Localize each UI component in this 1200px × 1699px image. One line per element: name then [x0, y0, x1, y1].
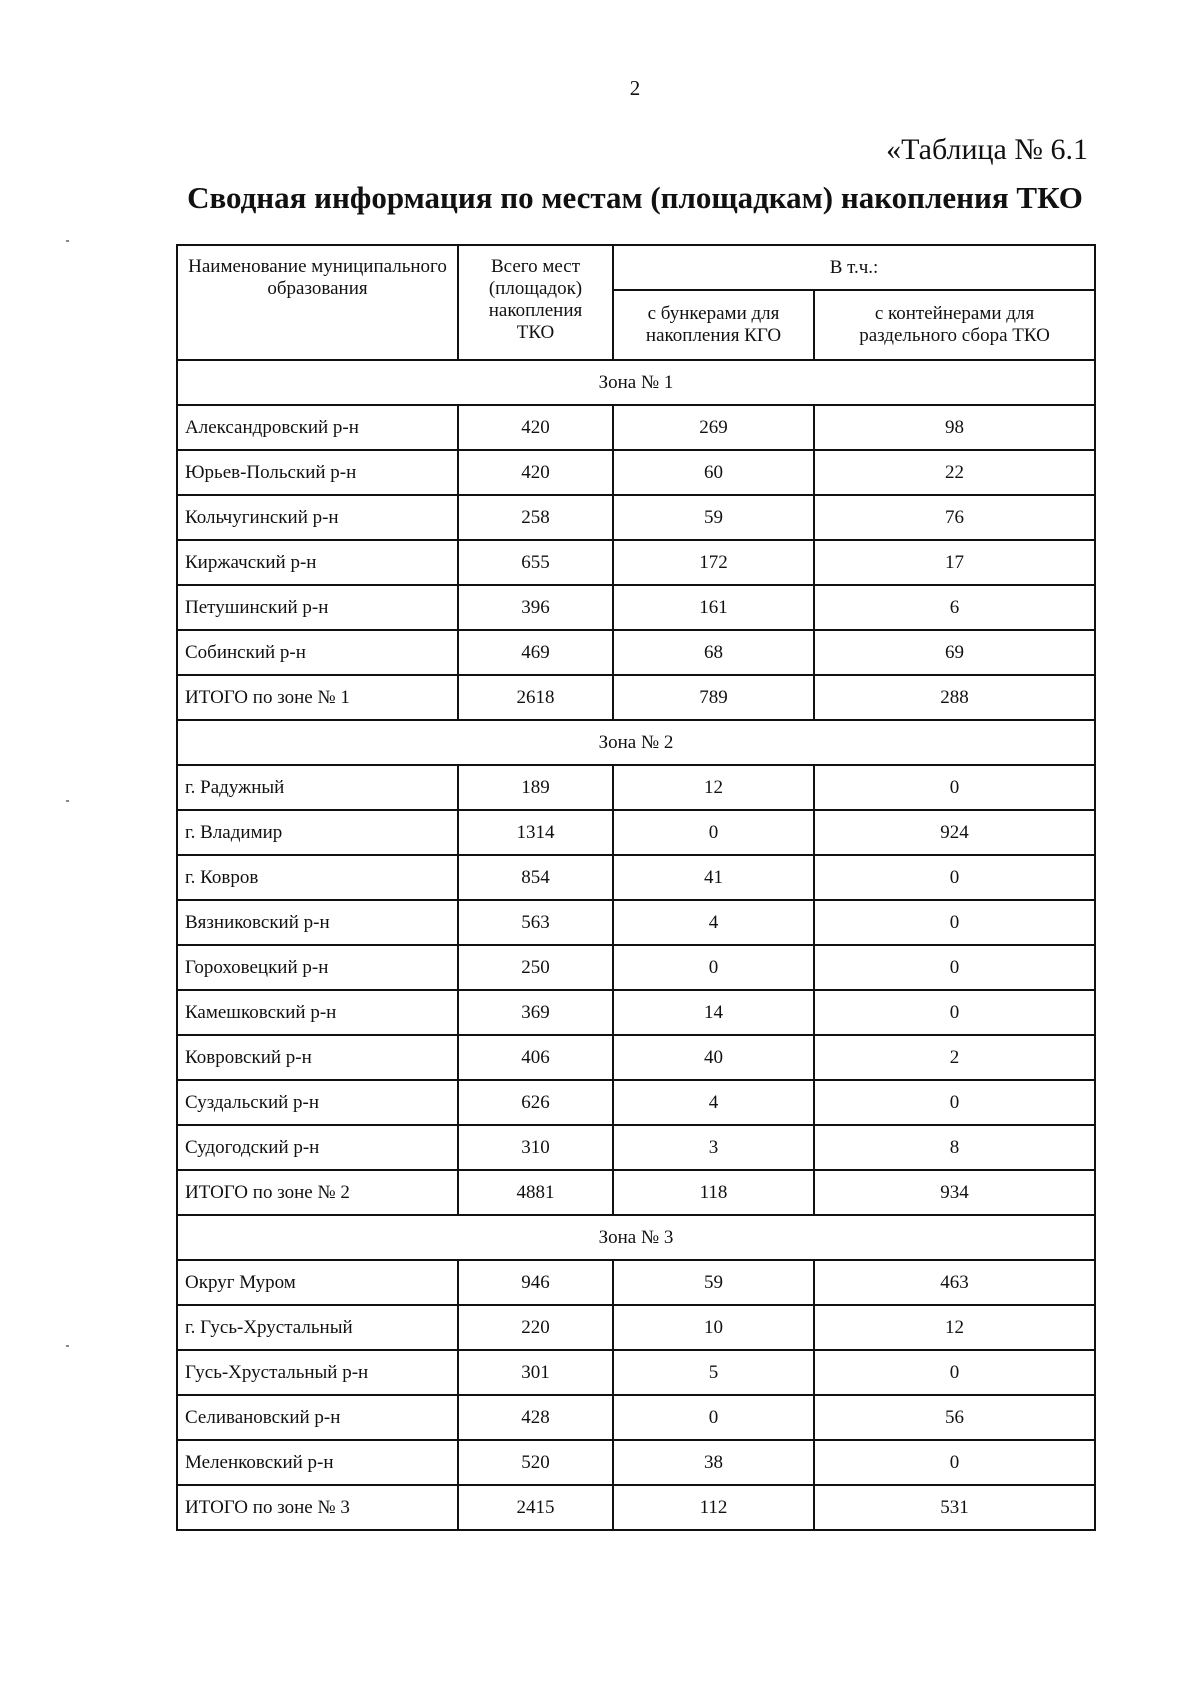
- cell-containers: 934: [814, 1170, 1095, 1215]
- table-row: [177, 1350, 1095, 1395]
- table-row: [177, 990, 1095, 1035]
- cell-total: 420: [458, 405, 613, 450]
- table-row: [177, 810, 1095, 855]
- cell-total: 655: [458, 540, 613, 585]
- table-row: [177, 450, 1095, 495]
- cell-bunkers: 40: [613, 1035, 814, 1080]
- table-row: [177, 1395, 1095, 1440]
- cell-total: 4881: [458, 1170, 613, 1215]
- cell-name: Александровский р-н: [177, 405, 458, 450]
- cell-containers: 0: [814, 1350, 1095, 1395]
- cell-name: Гусь-Хрустальный р-н: [177, 1350, 458, 1395]
- cell-bunkers: 10: [613, 1305, 814, 1350]
- cell-containers: 17: [814, 540, 1095, 585]
- zone-title: Зона № 1: [177, 360, 1095, 405]
- cell-containers: 76: [814, 495, 1095, 540]
- header-total-line: накопления: [488, 300, 583, 321]
- cell-containers: 6: [814, 585, 1095, 630]
- table-row: [177, 1260, 1095, 1305]
- cell-bunkers: 0: [613, 1395, 814, 1440]
- cell-total: 946: [458, 1260, 613, 1305]
- cell-containers: 69: [814, 630, 1095, 675]
- header-bunkers-line: с бункерами для: [647, 303, 780, 324]
- cell-name: ИТОГО по зоне № 3: [177, 1485, 458, 1530]
- cell-bunkers: 172: [613, 540, 814, 585]
- header-total-line: (площадок): [488, 278, 583, 299]
- cell-bunkers: 3: [613, 1125, 814, 1170]
- table-row: [177, 630, 1095, 675]
- cell-name: г. Ковров: [177, 855, 458, 900]
- table-row: [177, 765, 1095, 810]
- header-total-line: ТКО: [516, 322, 555, 343]
- cell-containers: 0: [814, 765, 1095, 810]
- zone-header-row: [177, 360, 1095, 405]
- cell-bunkers: 59: [613, 1260, 814, 1305]
- table-row: [177, 1035, 1095, 1080]
- cell-bunkers: 0: [613, 810, 814, 855]
- cell-total: 563: [458, 900, 613, 945]
- cell-bunkers: 14: [613, 990, 814, 1035]
- cell-total: 420: [458, 450, 613, 495]
- cell-total: 258: [458, 495, 613, 540]
- cell-bunkers: 161: [613, 585, 814, 630]
- table-row: [177, 855, 1095, 900]
- cell-total: 369: [458, 990, 613, 1035]
- cell-total: 396: [458, 585, 613, 630]
- header-containers-column: [814, 290, 1095, 360]
- cell-total: 406: [458, 1035, 613, 1080]
- cell-bunkers: 5: [613, 1350, 814, 1395]
- cell-name: Меленковский р-н: [177, 1440, 458, 1485]
- cell-total: 626: [458, 1080, 613, 1125]
- cell-containers: 22: [814, 450, 1095, 495]
- cell-containers: 0: [814, 855, 1095, 900]
- zone-header-row: [177, 1215, 1095, 1260]
- table-row: [177, 540, 1095, 585]
- cell-containers: 288: [814, 675, 1095, 720]
- cell-containers: 531: [814, 1485, 1095, 1530]
- summary-table: [176, 244, 1096, 1531]
- cell-containers: 0: [814, 900, 1095, 945]
- cell-total: 189: [458, 765, 613, 810]
- document-title: Сводная информация по местам (площадкам) накопления ТКО: [187, 180, 1083, 215]
- scan-margin-mark: [66, 240, 69, 242]
- cell-containers: 0: [814, 1440, 1095, 1485]
- cell-containers: 0: [814, 1080, 1095, 1125]
- cell-bunkers: 68: [613, 630, 814, 675]
- cell-bunkers: 118: [613, 1170, 814, 1215]
- table-row: [177, 495, 1095, 540]
- cell-name: Собинский р-н: [177, 630, 458, 675]
- cell-total: 469: [458, 630, 613, 675]
- cell-containers: 56: [814, 1395, 1095, 1440]
- header-total-line: Всего мест: [490, 256, 580, 277]
- cell-name: Петушинский р-н: [177, 585, 458, 630]
- cell-containers: 8: [814, 1125, 1095, 1170]
- cell-name: Киржачский р-н: [177, 540, 458, 585]
- cell-total: 1314: [458, 810, 613, 855]
- cell-bunkers: 4: [613, 1080, 814, 1125]
- summary-table-container: [176, 244, 1094, 1531]
- table-row: [177, 1080, 1095, 1125]
- cell-name: ИТОГО по зоне № 2: [177, 1170, 458, 1215]
- cell-name: г. Владимир: [177, 810, 458, 855]
- cell-total: 854: [458, 855, 613, 900]
- scan-margin-mark: [66, 1345, 69, 1347]
- zone-header-row: [177, 720, 1095, 765]
- table-row: [177, 1485, 1095, 1530]
- cell-name: г. Гусь-Хрустальный: [177, 1305, 458, 1350]
- cell-name: Гороховецкий р-н: [177, 945, 458, 990]
- cell-name: Суздальский р-н: [177, 1080, 458, 1125]
- cell-bunkers: 0: [613, 945, 814, 990]
- header-total-column: [458, 245, 613, 360]
- cell-name: г. Радужный: [177, 765, 458, 810]
- header-containers-line: раздельного сбора ТКО: [859, 325, 1050, 346]
- cell-bunkers: 59: [613, 495, 814, 540]
- cell-name: Округ Муром: [177, 1260, 458, 1305]
- table-row: [177, 405, 1095, 450]
- cell-bunkers: 269: [613, 405, 814, 450]
- table-row: [177, 675, 1095, 720]
- page-number: 2: [629, 76, 641, 100]
- cell-name: Ковровский р-н: [177, 1035, 458, 1080]
- cell-bunkers: 60: [613, 450, 814, 495]
- cell-bunkers: 41: [613, 855, 814, 900]
- cell-name: Юрьев-Польский р-н: [177, 450, 458, 495]
- cell-name: Камешковский р-н: [177, 990, 458, 1035]
- cell-name: Вязниковский р-н: [177, 900, 458, 945]
- cell-bunkers: 789: [613, 675, 814, 720]
- header-bunkers-line: накопления КГО: [645, 325, 782, 346]
- cell-containers: 98: [814, 405, 1095, 450]
- table-label: «Таблица № 6.1: [886, 133, 1088, 166]
- cell-name: Селивановский р-н: [177, 1395, 458, 1440]
- cell-total: 428: [458, 1395, 613, 1440]
- table-row: [177, 900, 1095, 945]
- cell-total: 220: [458, 1305, 613, 1350]
- cell-bunkers: 38: [613, 1440, 814, 1485]
- cell-total: 2415: [458, 1485, 613, 1530]
- table-row: [177, 945, 1095, 990]
- cell-total: 2618: [458, 675, 613, 720]
- table-row: [177, 1305, 1095, 1350]
- table-row: [177, 585, 1095, 630]
- cell-bunkers: 112: [613, 1485, 814, 1530]
- cell-containers: 463: [814, 1260, 1095, 1305]
- zone-title: Зона № 3: [177, 1215, 1095, 1260]
- cell-name: Судогодский р-н: [177, 1125, 458, 1170]
- cell-containers: 0: [814, 945, 1095, 990]
- header-including: В т.ч.:: [613, 245, 1095, 290]
- cell-total: 520: [458, 1440, 613, 1485]
- cell-total: 250: [458, 945, 613, 990]
- table-row: [177, 1125, 1095, 1170]
- cell-total: 301: [458, 1350, 613, 1395]
- cell-containers: 2: [814, 1035, 1095, 1080]
- zone-title: Зона № 2: [177, 720, 1095, 765]
- scan-margin-mark: [66, 800, 69, 802]
- cell-total: 310: [458, 1125, 613, 1170]
- cell-name: ИТОГО по зоне № 1: [177, 675, 458, 720]
- cell-name: Кольчугинский р-н: [177, 495, 458, 540]
- header-name-column: Наименование муниципального образования: [177, 245, 458, 360]
- cell-containers: 0: [814, 990, 1095, 1035]
- table-body: [177, 360, 1095, 1530]
- cell-containers: 12: [814, 1305, 1095, 1350]
- table-row: [177, 1440, 1095, 1485]
- cell-containers: 924: [814, 810, 1095, 855]
- cell-bunkers: 12: [613, 765, 814, 810]
- cell-bunkers: 4: [613, 900, 814, 945]
- header-containers-line: с контейнерами для: [874, 303, 1035, 324]
- header-bunkers-column: [613, 290, 814, 360]
- table-row: [177, 1170, 1095, 1215]
